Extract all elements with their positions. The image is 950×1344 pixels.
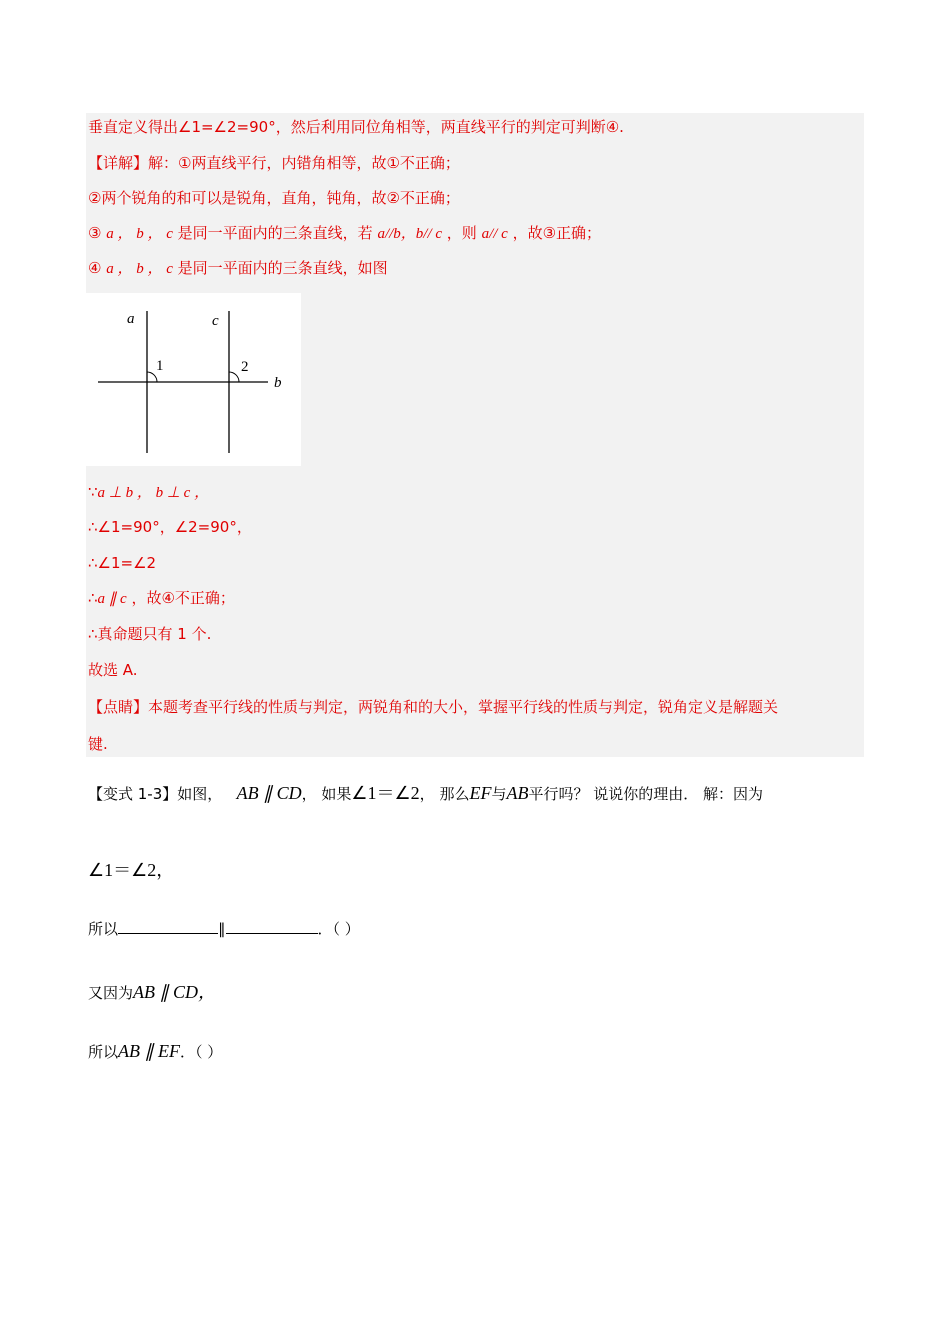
line-text: ，故③正确； xyxy=(507,224,602,242)
question-text: 平行吗？ 说说你的理由． 解：因为 xyxy=(528,785,764,803)
item-number: ③ xyxy=(88,224,102,242)
question-line-1 xyxy=(88,781,763,806)
detail-tag: 【详解】 xyxy=(88,154,149,172)
line-prefix: 所以 xyxy=(88,920,119,938)
perpendicular-lines-figure xyxy=(86,293,301,466)
solution-line-1: 垂直定义得出∠1=∠2=90°，然后利用同位角相等，两直线平行的判定可判断④. xyxy=(88,118,624,136)
line-text: 是同一平面内的三条直线，如图 xyxy=(172,259,388,277)
answer-blank-1[interactable] xyxy=(118,919,218,934)
reason-paren: ．（ ） xyxy=(317,920,360,938)
question-line-4 xyxy=(88,980,216,1005)
line-condition: a//b，b// c xyxy=(377,226,443,242)
label-2: 2 xyxy=(241,359,249,375)
conclusion-expr: AB ∥ EF xyxy=(118,1041,180,1061)
comment-line xyxy=(88,697,778,717)
label-b: b xyxy=(274,375,282,391)
label-a: a xyxy=(127,311,135,327)
parallel-symbol: ∥ xyxy=(218,920,226,938)
question-text: ， 那么 xyxy=(419,785,470,803)
angles-equal: ∠1＝∠2， xyxy=(88,860,175,880)
question-text: 与 xyxy=(491,785,507,803)
therefore-line-3 xyxy=(88,588,235,609)
solution-line-3: ②两个锐角的和可以是锐角，直角，钝角，故②不正确； xyxy=(88,189,460,207)
ef-expr: EF xyxy=(469,783,492,803)
label-1: 1 xyxy=(156,358,164,374)
reason-paren: ．（ ） xyxy=(180,1043,223,1061)
label-c: c xyxy=(212,313,219,329)
question-tag: 【变式 1-3】 xyxy=(88,785,178,803)
question-line-2 xyxy=(88,858,174,883)
detail-text: 解：①两直线平行，内错角相等，故①不正确； xyxy=(148,154,460,172)
ab-expr: AB xyxy=(506,783,529,803)
therefore-line-2: ∴∠1=∠2 xyxy=(88,554,157,572)
therefore-expr: a ∥ c xyxy=(97,591,127,607)
comment-text: 本题考查平行线的性质与判定，两锐角和的大小，掌握平行线的性质与判定，锐角定义是解题关 xyxy=(148,698,779,716)
given-expr: AB ∥ CD， xyxy=(133,982,217,1002)
because-expr: a ⊥ b ， b ⊥ c ， xyxy=(97,485,210,501)
line-text: 是同一平面内的三条直线，若 xyxy=(172,224,378,242)
therefore-line-4: ∴真命题只有 1 个. xyxy=(88,625,212,643)
line-text: ，则 xyxy=(442,224,482,242)
solution-line-5 xyxy=(88,258,388,279)
comment-continuation: 键. xyxy=(88,735,108,753)
angle-2-arc xyxy=(229,372,239,382)
question-line-5 xyxy=(88,1039,222,1064)
question-line-3 xyxy=(88,917,360,941)
question-text: ， 如果 xyxy=(301,785,352,803)
solution-detail-line xyxy=(88,153,460,173)
line-prefix: 所以 xyxy=(88,1043,119,1061)
angles-expr: ∠1＝∠2 xyxy=(351,783,420,803)
answer-blank-2[interactable] xyxy=(226,919,318,934)
line-prefix: 又因为 xyxy=(88,984,134,1002)
because-symbol: ∵ xyxy=(88,483,98,501)
item-number: ④ xyxy=(88,259,102,277)
given-expr: AB ∥ CD xyxy=(236,783,302,803)
line-result: a// c xyxy=(481,226,508,242)
therefore-symbol: ∴ xyxy=(88,589,98,607)
choose-line: 故选 A. xyxy=(88,661,138,679)
figure-svg xyxy=(86,293,301,466)
comment-tag: 【点睛】 xyxy=(88,698,149,716)
line-vars: a ， b ， c xyxy=(106,261,173,277)
question-text: 如图， xyxy=(177,785,223,803)
line-vars: a ， b ， c xyxy=(106,226,173,242)
therefore-line-1: ∴∠1=90°，∠2=90°， xyxy=(88,518,252,536)
solution-line-4 xyxy=(88,223,601,244)
because-line xyxy=(88,482,209,503)
line-text: ，故④不正确； xyxy=(126,589,235,607)
